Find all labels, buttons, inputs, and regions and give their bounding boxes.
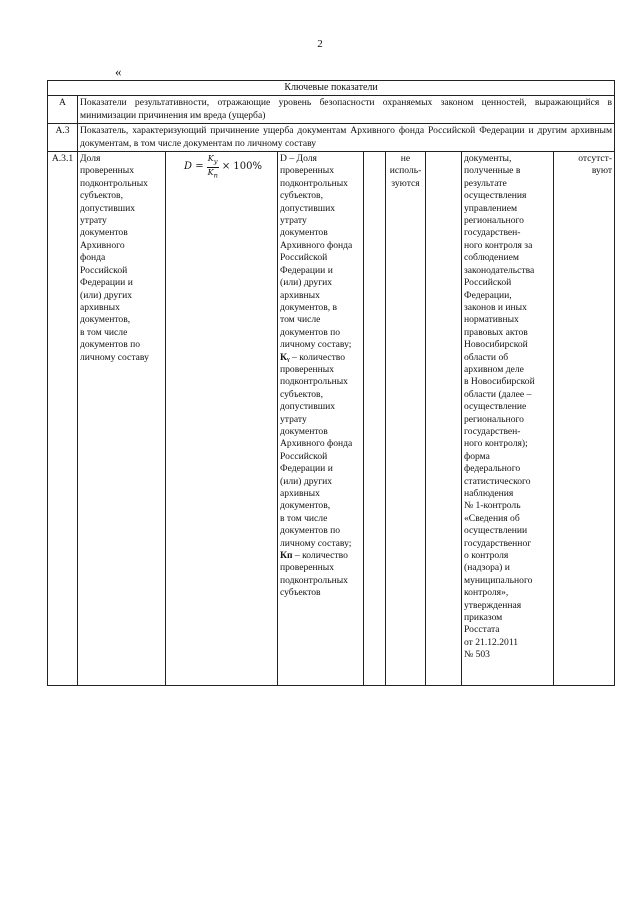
text-line: проверенных [280, 562, 335, 574]
ky-rest-lines [280, 364, 361, 550]
kn-first-line: – количество [292, 550, 348, 562]
text-line: статистического [464, 475, 531, 487]
text-line: отсутст- [578, 153, 613, 165]
text-line: Архивного фонда [280, 438, 353, 450]
row-a3-text: Показатель, характеризующий причинение ущерба документам Архивного фонда Российской Федерации и другим архивным документам, в том числе документам по личному составу [78, 124, 615, 152]
text-line: законодательства [464, 264, 535, 276]
text-line: нормативных [464, 314, 519, 326]
text-line: документы, [464, 153, 512, 165]
text-line: в Новосибирской [464, 376, 535, 388]
text-line: муниципального [464, 574, 533, 586]
kn-symbol: Кп [280, 550, 293, 562]
text-line: «Сведения об [464, 512, 520, 524]
text-line: Российской [80, 264, 128, 276]
row-a3-code: А.3 [48, 124, 78, 152]
text-line: архивных [280, 488, 320, 499]
text-line: Федерации, [464, 289, 512, 301]
text-line: (надзора) и [464, 562, 510, 574]
row-a-code: А [48, 96, 78, 124]
text-line: законов и иных [464, 301, 527, 313]
text-line: управлением [464, 202, 518, 214]
text-line: результате [464, 177, 507, 189]
text-line: утвержденная [464, 599, 522, 611]
page-number: 2 [317, 38, 323, 50]
text-line: приказом [464, 612, 503, 624]
text-line: № 1-контроль [464, 500, 521, 512]
text-line: Федерации и [80, 277, 133, 289]
kn-rest-lines [280, 562, 361, 599]
text-line: субъектов, [280, 190, 323, 202]
key-indicators-table [47, 80, 615, 686]
table-row-a31 [48, 152, 615, 686]
text-line: допустивших [280, 202, 336, 214]
formula-cell [166, 152, 278, 686]
formula-lhs: D = [184, 160, 204, 172]
formula-numerator-sub: у [213, 157, 218, 166]
formula-denominator: K [207, 167, 214, 177]
text-line: государственног [464, 537, 532, 549]
formula-denominator-sub: п [213, 171, 218, 180]
definition-kn [280, 550, 361, 600]
text-line: ного контроля); [464, 438, 528, 450]
text-line: документов, в [280, 301, 338, 313]
table-title: Ключевые показатели [48, 81, 615, 96]
text-line: Архивного фонда [280, 239, 353, 251]
text-line: документов [280, 425, 328, 437]
text-line: Российской [464, 277, 512, 289]
text-line: (или) других [280, 277, 333, 289]
empty-cell-1 [364, 152, 386, 686]
text-line: регионального [464, 413, 524, 425]
empty-cell-2 [426, 152, 462, 686]
text-line: том числе [280, 314, 321, 326]
source-text [464, 153, 551, 662]
text-line: документов, [80, 314, 131, 326]
indicator-name-cell [78, 152, 166, 686]
text-line: D – Доля [280, 153, 317, 165]
text-line: подконтрольных [80, 177, 148, 189]
definition-ky [280, 352, 361, 551]
text-line: Федерации и [280, 463, 333, 475]
ky-symbol: Кᵧ [280, 351, 290, 363]
formula-numerator: K [207, 154, 214, 164]
absent-text [556, 153, 612, 178]
text-line: форма [464, 450, 490, 462]
definitions-cell [278, 152, 364, 686]
text-line: субъектов, [80, 190, 123, 202]
text-line: № 503 [464, 649, 490, 661]
text-line: регионального [464, 215, 524, 227]
text-line: (или) других [80, 289, 133, 301]
text-line: проверенных [280, 363, 335, 375]
text-line: архивном деле [464, 363, 524, 375]
text-line: документов [80, 227, 128, 239]
table-row-a3 [48, 124, 615, 152]
text-line: области об [464, 351, 509, 363]
text-line: правовых актов [464, 326, 528, 338]
text-line: утрату [280, 413, 307, 425]
text-line: допустивших [80, 202, 136, 214]
text-line: Росстата [464, 624, 500, 636]
text-line: Архивного [80, 239, 125, 251]
text-line: в том числе [80, 326, 128, 338]
table-title-row [48, 81, 615, 96]
text-line: документов по [80, 339, 141, 351]
text-line: документов, [280, 500, 331, 512]
text-line: подконтрольных [280, 574, 348, 586]
text-line: Доля [80, 153, 101, 165]
text-line: документов по [280, 326, 341, 338]
text-line: проверенных [80, 165, 135, 177]
opening-quote-mark: « [115, 64, 122, 79]
usage-cell [386, 152, 426, 686]
text-line: утрату [280, 215, 307, 227]
text-line: Российской [280, 252, 328, 264]
text-line: в том числе [280, 512, 328, 524]
text-line: государствен- [464, 425, 521, 437]
text-line: государствен- [464, 227, 521, 239]
text-line: проверенных [280, 165, 335, 177]
text-line: осуществлении [464, 525, 528, 537]
text-line: документов [280, 227, 328, 239]
text-line: осуществления [464, 190, 527, 202]
last-cell [554, 152, 615, 686]
text-line: личному составу [80, 351, 149, 363]
text-line: ного контроля за [464, 239, 533, 251]
indicator-name [80, 153, 163, 364]
text-line: архивных [80, 301, 120, 313]
text-line: субъектов [280, 587, 321, 599]
text-line: контроля», [464, 587, 509, 599]
text-line: наблюдения [464, 488, 514, 499]
text-line: допустивших [280, 401, 336, 413]
text-line: утрату [80, 215, 107, 227]
text-line: осуществление [464, 401, 527, 413]
text-line: Федерации и [280, 264, 333, 276]
row-a-text: Показатели результативности, отражающие уровень безопасности охраняемых законом ценностей, выражающийся в минимизации причинения им вреда (ущерба) [78, 96, 615, 124]
text-line: фонда [80, 252, 106, 264]
table-row-a [48, 96, 615, 124]
text-line: документов по [280, 525, 341, 537]
text-line: зуются [391, 177, 420, 189]
text-line: области (далее – [464, 388, 532, 400]
text-line: о контроля [464, 550, 509, 562]
text-line: Российской [280, 450, 328, 462]
text-line: исполь- [389, 165, 422, 177]
ky-first-line: – количество [289, 351, 346, 363]
text-line: архивных [280, 289, 320, 301]
definition-d [280, 153, 361, 352]
text-line: подконтрольных [280, 376, 348, 388]
text-line: личному составу; [280, 339, 352, 351]
text-line: Новосибирской [464, 339, 528, 351]
formula-fraction [207, 154, 219, 180]
text-line: личному составу; [280, 537, 352, 549]
text-line: полученные в [464, 165, 521, 177]
text-line: не [400, 153, 411, 165]
text-line: федерального [464, 463, 521, 475]
usage-text [388, 153, 423, 190]
text-line: соблюдением [464, 252, 519, 264]
text-line: субъектов, [280, 388, 323, 400]
formula-rhs: × 100% [221, 160, 263, 172]
text-line: подконтрольных [280, 177, 348, 189]
source-cell [462, 152, 554, 686]
text-line: вуют [591, 165, 613, 177]
text-line: от 21.12.2011 [464, 636, 519, 648]
row-a31-code: А.3.1 [48, 152, 78, 686]
indicator-formula [168, 153, 275, 180]
text-line: (или) других [280, 475, 333, 487]
